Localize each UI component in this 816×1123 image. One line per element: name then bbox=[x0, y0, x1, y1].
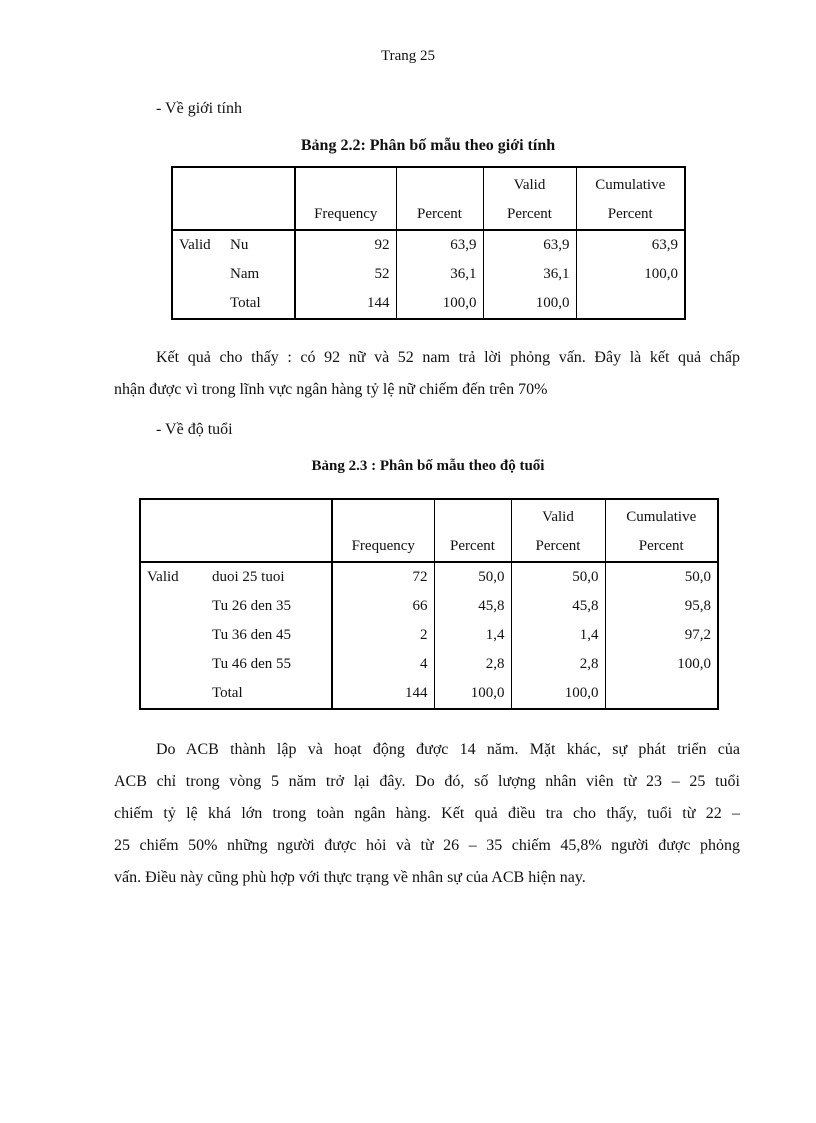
paragraph-line: chiếm tỷ lệ khá lớn trong toàn ngân hàng. Kết quả điều tra cho thấy, tuổi từ 22 – bbox=[114, 805, 740, 822]
table-row bbox=[140, 679, 718, 709]
table-row bbox=[140, 621, 718, 650]
cell-percent: 100,0 bbox=[434, 679, 511, 709]
paragraph-line: ACB chỉ trong vòng 5 năm trở lại đây. Do đó, số lượng nhân viên từ 23 – 25 tuổi bbox=[114, 773, 740, 790]
row-group bbox=[172, 289, 224, 319]
cell-valid-percent: 36,1 bbox=[483, 260, 576, 289]
paragraph-line: 25 chiếm 50% những người được hỏi và từ 26 – 35 chiếm 45,8% người được phỏng bbox=[114, 837, 740, 854]
cell-cumulative-percent: 63,9 bbox=[576, 230, 685, 260]
header-cell bbox=[434, 499, 511, 532]
cell-frequency: 144 bbox=[332, 679, 434, 709]
cell-cumulative-percent: 100,0 bbox=[576, 260, 685, 289]
header-frequency: Frequency bbox=[332, 532, 434, 562]
table-row bbox=[140, 562, 718, 592]
cell-cumulative-percent: 100,0 bbox=[605, 650, 718, 679]
paragraph-line: Kết quả cho thấy : có 92 nữ và 52 nam trả lời phỏng vấn. Đây là kết quả chấp bbox=[156, 349, 740, 366]
header-valid-percent: Percent bbox=[511, 532, 605, 562]
cell-frequency: 72 bbox=[332, 562, 434, 592]
section-heading-gender: - Về giới tính bbox=[156, 100, 242, 117]
cell-valid-percent: 63,9 bbox=[483, 230, 576, 260]
row-group bbox=[140, 650, 206, 679]
cell-percent: 50,0 bbox=[434, 562, 511, 592]
header-empty-cell bbox=[172, 167, 295, 230]
cell-percent: 36,1 bbox=[396, 260, 483, 289]
row-label: duoi 25 tuoi bbox=[212, 569, 285, 585]
cell-percent: 1,4 bbox=[434, 621, 511, 650]
cell-cumulative-percent bbox=[605, 679, 718, 709]
cell-valid-percent: 50,0 bbox=[511, 562, 605, 592]
row-label: Tu 36 den 45 bbox=[212, 627, 292, 643]
header-cumulative-top: Cumulative bbox=[605, 499, 718, 532]
table-row bbox=[140, 650, 718, 679]
cell-percent: 2,8 bbox=[434, 650, 511, 679]
table1-caption: Bảng 2.2: Phân bố mẫu theo giới tính bbox=[300, 137, 556, 154]
row-group bbox=[172, 260, 224, 289]
row-group: Valid bbox=[179, 237, 211, 253]
header-cumulative-percent: Percent bbox=[576, 200, 685, 230]
cell-frequency: 66 bbox=[332, 592, 434, 621]
header-cell bbox=[332, 499, 434, 532]
row-label: Tu 26 den 35 bbox=[212, 598, 292, 614]
cell-cumulative-percent: 50,0 bbox=[605, 562, 718, 592]
row-group: Valid bbox=[147, 569, 179, 585]
cell-cumulative-percent: 95,8 bbox=[605, 592, 718, 621]
header-percent: Percent bbox=[396, 200, 483, 230]
paragraph-line: Do ACB thành lập và hoạt động được 14 năm. Mặt khác, sự phát triển của bbox=[156, 741, 740, 758]
header-cumulative-top: Cumulative bbox=[576, 167, 685, 200]
table-row bbox=[172, 260, 685, 289]
cell-percent: 63,9 bbox=[396, 230, 483, 260]
table2-caption: Bảng 2.3 : Phân bố mẫu theo độ tuổi bbox=[311, 458, 545, 474]
row-group bbox=[140, 679, 206, 709]
cell-frequency: 92 bbox=[295, 230, 396, 260]
cell-valid-percent: 45,8 bbox=[511, 592, 605, 621]
cell-percent: 100,0 bbox=[396, 289, 483, 319]
cell-frequency: 144 bbox=[295, 289, 396, 319]
cell-frequency: 2 bbox=[332, 621, 434, 650]
header-empty-cell bbox=[140, 499, 332, 562]
table-row bbox=[140, 592, 718, 621]
paragraph-line: nhận được vì trong lĩnh vực ngân hàng tỷ lệ nữ chiếm đến trên 70% bbox=[114, 381, 548, 398]
row-group bbox=[140, 621, 206, 650]
header-frequency: Frequency bbox=[295, 200, 396, 230]
section-heading-age: - Về độ tuổi bbox=[156, 421, 233, 438]
header-valid-top: Valid bbox=[483, 167, 576, 200]
cell-valid-percent: 1,4 bbox=[511, 621, 605, 650]
cell-cumulative-percent bbox=[576, 289, 685, 319]
header-valid-top: Valid bbox=[511, 499, 605, 532]
row-label: Total bbox=[212, 685, 243, 701]
row-label: Nu bbox=[230, 237, 249, 253]
table-header-row bbox=[172, 167, 685, 200]
paragraph-gender bbox=[114, 342, 740, 406]
row-label: Nam bbox=[230, 266, 260, 282]
row-label: Total bbox=[230, 295, 261, 311]
table-row bbox=[172, 230, 685, 260]
gender-table bbox=[171, 166, 686, 320]
header-valid-percent: Percent bbox=[483, 200, 576, 230]
cell-valid-percent: 2,8 bbox=[511, 650, 605, 679]
cell-frequency: 4 bbox=[332, 650, 434, 679]
row-label: Tu 46 den 55 bbox=[212, 656, 292, 672]
age-table bbox=[139, 498, 719, 710]
page-header: Trang 25 bbox=[380, 48, 436, 64]
header-cumulative-percent: Percent bbox=[605, 532, 718, 562]
header-percent: Percent bbox=[434, 532, 511, 562]
header-cell bbox=[396, 167, 483, 200]
cell-frequency: 52 bbox=[295, 260, 396, 289]
paragraph-line: vấn. Điều này cũng phù hợp với thực trạng về nhân sự của ACB hiện nay. bbox=[114, 869, 586, 886]
table-row bbox=[172, 289, 685, 319]
cell-cumulative-percent: 97,2 bbox=[605, 621, 718, 650]
cell-valid-percent: 100,0 bbox=[511, 679, 605, 709]
paragraph-age bbox=[114, 734, 740, 894]
cell-valid-percent: 100,0 bbox=[483, 289, 576, 319]
cell-percent: 45,8 bbox=[434, 592, 511, 621]
row-group bbox=[140, 592, 206, 621]
table-header-row bbox=[140, 499, 718, 532]
header-cell bbox=[295, 167, 396, 200]
